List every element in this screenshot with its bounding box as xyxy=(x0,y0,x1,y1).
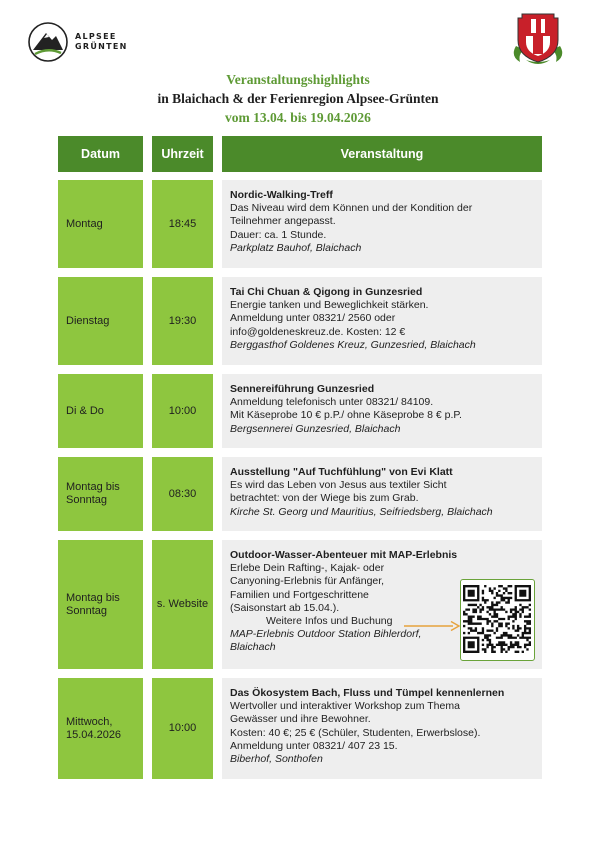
event-title: Das Ökosystem Bach, Fluss und Tümpel kennenlernen xyxy=(230,687,505,699)
qr-code-frame[interactable] xyxy=(460,579,535,661)
municipal-coat-of-arms xyxy=(512,10,564,73)
brand-line-2: GRÜNTEN xyxy=(75,42,128,51)
event-text: Energie tanken und Beweglichkeit stärken. xyxy=(230,299,429,312)
arrow-right-icon xyxy=(403,620,461,632)
row-3-time: 10:00 xyxy=(152,374,213,448)
row-2-day: Dienstag xyxy=(58,277,143,365)
event-text: Dauer: ca. 1 Stunde. xyxy=(230,228,327,241)
event-title: Ausstellung "Auf Tuchfühlung" von Evi Klatt xyxy=(230,466,453,478)
row-2-time: 19:30 xyxy=(152,277,213,365)
more-info-link[interactable]: Weitere Infos und Buchung xyxy=(266,615,393,628)
qr-code-icon[interactable] xyxy=(463,585,531,653)
heading-title: Veranstaltungshighlights xyxy=(226,72,370,87)
row-3-event xyxy=(222,374,542,448)
row-5-time: s. Website xyxy=(152,540,213,669)
event-location: MAP-Erlebnis Outdoor Station Bihlerdorf, Blaichach xyxy=(230,628,422,654)
heading-region: in Blaichach & der Ferienregion Alpsee-Grünten xyxy=(157,91,439,106)
event-text: Anmeldung telefonisch unter 08321/ 84109. xyxy=(230,396,434,409)
row-6-time: 10:00 xyxy=(152,678,213,779)
heading-dates: vom 13.04. bis 19.04.2026 xyxy=(225,110,371,125)
event-location: Biberhof, Sonthofen xyxy=(230,753,323,766)
column-header-time: Uhrzeit xyxy=(152,136,213,172)
event-title: Sennereiführung Gunzesried xyxy=(230,383,375,395)
row-1-time: 18:45 xyxy=(152,180,213,268)
event-title: Outdoor-Wasser-Abenteuer mit MAP-Erlebnis xyxy=(230,549,458,561)
event-text: Das Niveau wird dem Können und der Kondition der xyxy=(230,202,473,215)
event-text: Es wird das Leben von Jesus aus textiler Sicht xyxy=(230,479,447,492)
event-text: Kosten: 40 €; 25 € (Schüler, Studenten, Erwerbslose). xyxy=(230,726,481,739)
event-location: Parkplatz Bauhof, Blaichach xyxy=(230,241,362,254)
row-4-day: Montag bis Sonntag xyxy=(58,457,143,531)
brand-line-1: ALPSEE xyxy=(75,32,117,41)
event-text: Teilnehmer angepasst. xyxy=(230,215,336,228)
row-4-time: 08:30 xyxy=(152,457,213,531)
event-location: Kirche St. Georg und Mauritius, Seifriedsberg, Blaichach xyxy=(230,505,493,518)
row-1-day: Montag xyxy=(58,180,143,268)
column-header-date: Datum xyxy=(58,136,143,172)
event-text: (Saisonstart ab 15.04.). xyxy=(230,601,340,614)
event-text: Canyoning-Erlebnis für Anfänger, xyxy=(230,575,385,588)
event-text: Wertvoller und interaktiver Workshop zum Thema xyxy=(230,700,460,713)
row-1-event xyxy=(222,180,542,268)
row-3-day: Di & Do xyxy=(58,374,143,448)
event-text: Anmeldung unter 08321/ 2560 oder xyxy=(230,312,396,325)
alpsee-gruenten-logo xyxy=(26,20,128,64)
page-heading xyxy=(0,70,596,127)
row-2-event xyxy=(222,277,542,365)
event-text: betrachtet: von der Wiege bis zum Grab. xyxy=(230,492,419,505)
column-header-event: Veranstaltung xyxy=(222,136,542,172)
event-title: Nordic-Walking-Treff xyxy=(230,189,333,201)
row-5-day: Montag bis Sonntag xyxy=(58,540,143,669)
event-title: Tai Chi Chuan & Qigong in Gunzesried xyxy=(230,286,423,298)
event-text: Erlebe Dein Rafting-, Kajak- oder xyxy=(230,562,385,575)
event-text: Familien und Fortgeschrittene xyxy=(230,588,369,601)
event-location: Berggasthof Goldenes Kreuz, Gunzesried, Blaichach xyxy=(230,338,476,351)
row-6-event xyxy=(222,678,542,779)
row-6-day: Mittwoch, 15.04.2026 xyxy=(58,678,143,779)
event-text: Mit Käseprobe 10 € p.P./ ohne Käseprobe 8 € p.P. xyxy=(230,409,462,422)
mountain-logo-icon xyxy=(26,20,70,64)
event-location: Bergsennerei Gunzesried, Blaichach xyxy=(230,422,401,435)
event-text: Anmeldung unter 08321/ 407 23 15. xyxy=(230,739,398,752)
event-text: info@goldeneskreuz.de. Kosten: 12 € xyxy=(230,325,406,338)
event-text: Gewässer und ihre Bewohner. xyxy=(230,713,371,726)
row-4-event xyxy=(222,457,542,531)
